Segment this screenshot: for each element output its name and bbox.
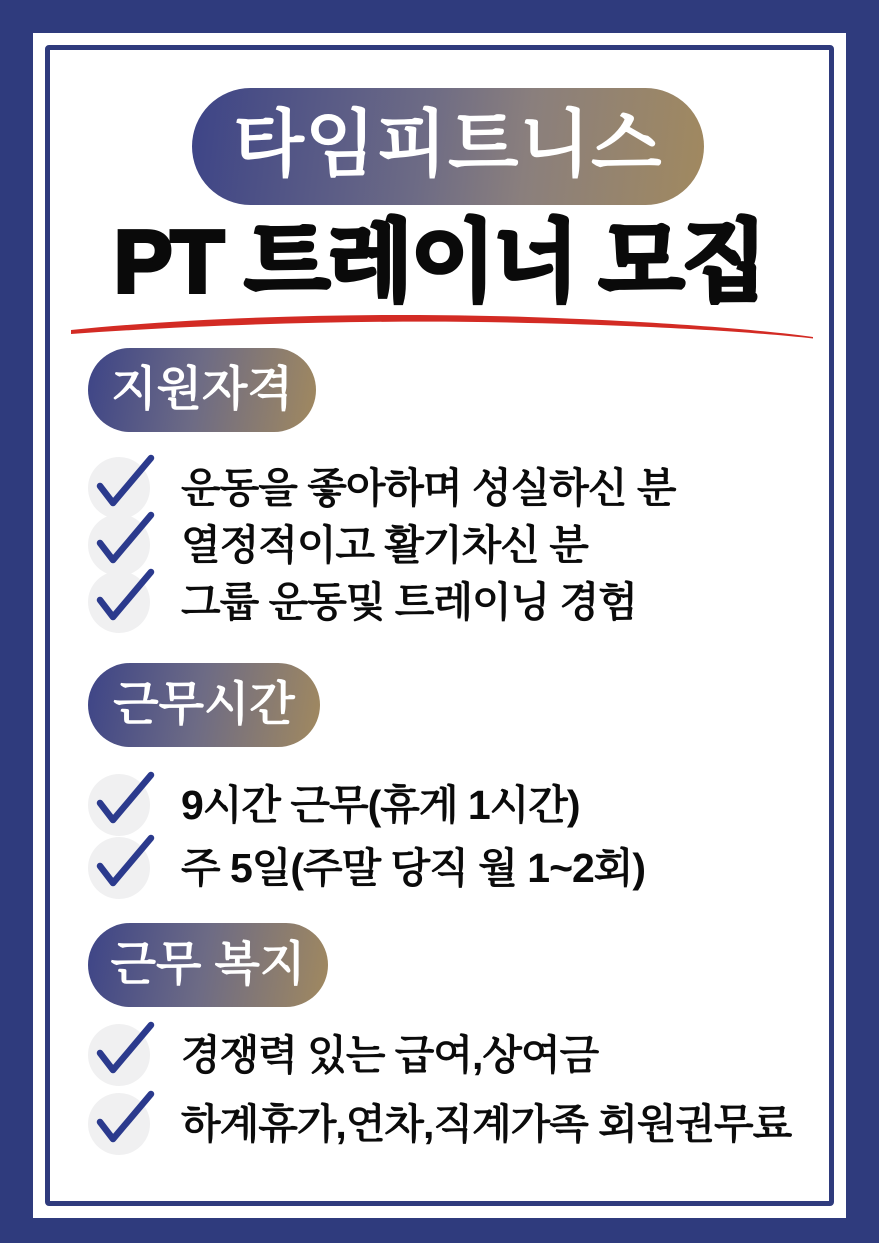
check-icon xyxy=(88,834,164,898)
check-icon xyxy=(88,511,164,575)
checklist-item xyxy=(88,834,645,898)
brush-underline-icon xyxy=(68,310,816,340)
check-icon xyxy=(88,454,164,518)
check-icon xyxy=(88,568,164,632)
checklist-item-label: 주 5일(주말 당직 월 1~2회) xyxy=(181,844,646,891)
checklist-item xyxy=(88,771,580,835)
check-icon xyxy=(88,1090,164,1154)
checklist-item-label: 하계휴가,연차,직계가족 회원권무료 xyxy=(181,1100,792,1147)
section-heading-qualifications xyxy=(88,348,316,432)
brand-pill xyxy=(192,88,704,205)
checklist-item xyxy=(88,1021,598,1085)
checklist-item xyxy=(88,568,637,632)
brand-name: 타임피트니스 xyxy=(233,104,663,185)
main-title: PT 트레이너 모집 xyxy=(113,212,766,311)
section-heading-benefits xyxy=(88,923,328,1007)
checklist-item xyxy=(88,511,588,575)
check-icon xyxy=(88,771,164,835)
checklist-item-label: 그룹 운동및 트레이닝 경험 xyxy=(181,578,637,625)
section-heading-label: 근무시간 xyxy=(113,676,295,730)
check-icon xyxy=(88,1021,164,1085)
checklist-item xyxy=(88,454,675,518)
checklist-item xyxy=(88,1090,791,1154)
checklist-item-label: 열정적이고 활기차신 분 xyxy=(181,521,588,568)
section-heading-label: 근무 복지 xyxy=(110,936,306,990)
section-heading-working-hours xyxy=(88,663,320,747)
checklist-item-label: 9시간 근무(휴게 1시간) xyxy=(181,781,580,828)
section-heading-label: 지원자격 xyxy=(111,361,293,415)
checklist-item-label: 운동을 좋아하며 성실하신 분 xyxy=(181,464,676,511)
checklist-item-label: 경쟁력 있는 급여,상여금 xyxy=(181,1031,599,1078)
